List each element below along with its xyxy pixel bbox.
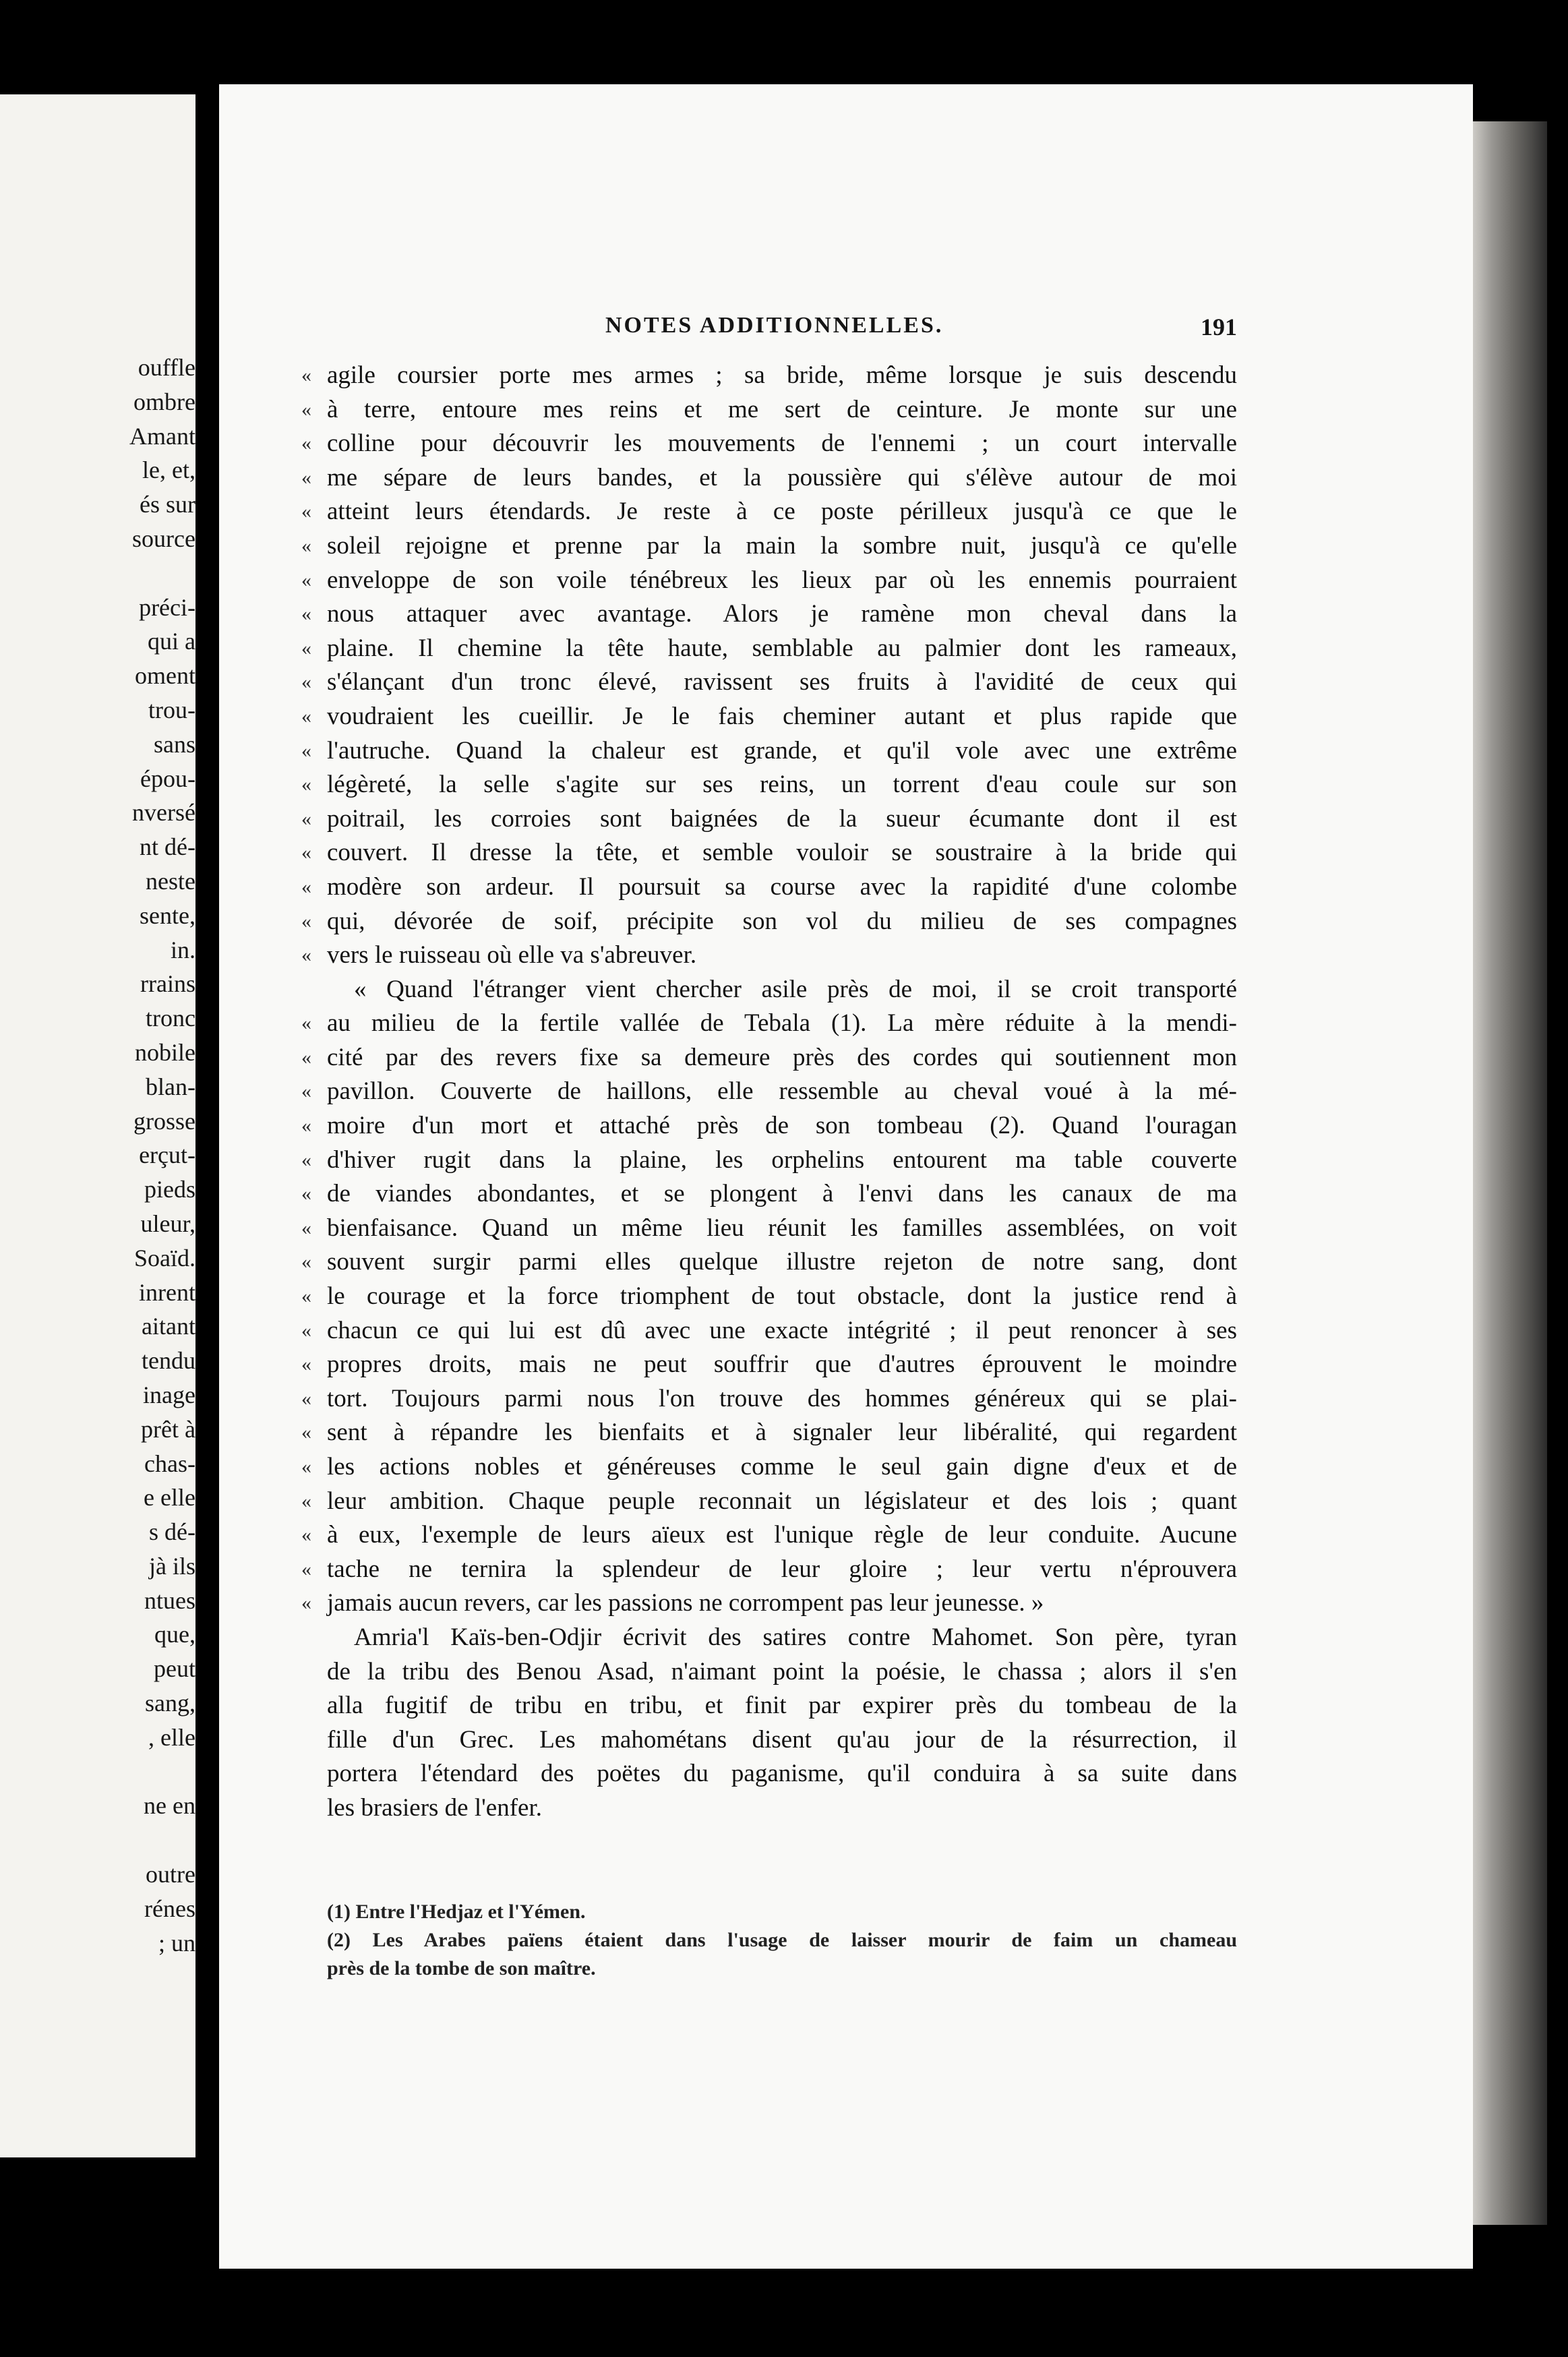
quote-mark: « [301, 1251, 311, 1274]
quote-mark: « [301, 739, 311, 762]
poem-line-text: me sépare de leurs bandes, et la poussière qui s'élève autour de moi [327, 463, 1237, 491]
left-fragment-line: aitant [142, 1313, 195, 1340]
quote-mark: « [301, 909, 311, 932]
quote-mark: « [301, 432, 311, 455]
poem-line-text: d'hiver rugit dans la plaine, les orphelins entourent ma table couverte [327, 1145, 1237, 1174]
paragraph-line: alla fugitif de tribu en tribu, et finit par expirer près du tombeau de la [327, 1692, 1237, 1720]
poem-line-text: s'élançant d'un tronc élevé, ravissent ses fruits à l'avidité de ceux qui [327, 668, 1237, 696]
poem-line-text: couvert. Il dresse la tête, et semble vouloir se soustraire à la bride qui [327, 839, 1237, 867]
left-fragment-line: que, [154, 1621, 195, 1648]
quote-mark: « [301, 1148, 311, 1171]
poem-line-text: bienfaisance. Quand un même lieu réunit les familles assemblées, on voit [327, 1214, 1237, 1242]
quote-mark: « [301, 1012, 311, 1035]
poem-line [301, 1450, 1237, 1485]
poem-line [301, 1280, 1237, 1314]
left-fragment-line: nobile [135, 1038, 195, 1066]
quote-mark: « [301, 534, 311, 557]
poem-line-text: vers le ruisseau où elle va s'abreuver. [327, 941, 697, 969]
quote-mark: « [301, 841, 311, 864]
poem-stanza-2-opening [327, 973, 1237, 1007]
poem-line-text: légèreté, la selle s'agite sur ses reins, un torrent d'eau coule sur son [327, 771, 1237, 799]
quote-mark: « [301, 1183, 311, 1205]
quote-mark: « [301, 568, 311, 591]
poem-line-text: propres droits, mais ne peut souffrir que d'autres éprouvent le moindre [327, 1350, 1237, 1379]
commentary-paragraph [327, 1621, 1237, 1826]
poem-line [301, 734, 1237, 769]
poem-line [301, 768, 1237, 802]
left-fragment-line [3, 556, 195, 591]
poem-line [301, 938, 1237, 973]
poem-line [301, 1518, 1237, 1553]
quote-mark: « [301, 671, 311, 694]
poem-line [301, 393, 1237, 427]
left-fragment-line: e elle [144, 1484, 195, 1512]
poem-line-text: agile coursier porte mes armes ; sa bride, même lorsque je suis descendu [327, 361, 1237, 389]
left-fragment-line: pieds [144, 1176, 195, 1203]
left-fragment-line: sans [154, 730, 195, 758]
poem-line [301, 427, 1237, 461]
left-fragment-line: inrent [139, 1278, 195, 1306]
page-edge [1473, 121, 1547, 2225]
poem-line-text: nous attaquer avec avantage. Alors je ramène mon cheval dans la [327, 600, 1237, 628]
poem-line-text: leur ambition. Chaque peuple reconnait un législateur et des lois ; quant [327, 1487, 1237, 1515]
paragraph-line: Amria'l Kaïs-ben-Odjir écrivit des satires contre Mahomet. Son père, tyran [354, 1623, 1237, 1651]
poem-line [301, 1485, 1237, 1519]
poem-line [301, 665, 1237, 700]
left-fragment-line: le, et, [142, 456, 195, 484]
page-number: 191 [1201, 314, 1237, 340]
left-fragment-line: ne en [144, 1792, 195, 1820]
poem-line [301, 461, 1237, 496]
left-fragment-line: ouffle [138, 354, 195, 381]
paragraph-line: de la tribu des Benou Asad, n'aimant point la poésie, le chassa ; alors il s'en [327, 1657, 1237, 1685]
poem-line [301, 1245, 1237, 1280]
paragraph-line: fille d'un Grec. Les mahométans disent qu'au jour de la résurrection, il [327, 1725, 1237, 1754]
quote-mark: « [301, 944, 311, 967]
poem-line-text: soleil rejoigne et prenne par la main la sombre nuit, jusqu'à ce qu'elle [327, 531, 1237, 560]
left-fragment-line [3, 1823, 195, 1857]
left-fragment-line: ombre [133, 388, 195, 415]
poem-line [301, 564, 1237, 598]
running-title: NOTES ADDITIONNELLES. [605, 313, 944, 338]
left-fragment-line: nt dé- [140, 833, 195, 861]
quote-mark: « [301, 1592, 311, 1615]
quote-mark: « [301, 364, 311, 386]
left-page-fragment [0, 94, 195, 2157]
left-fragment-line: Amant [129, 422, 195, 450]
poem-line [301, 632, 1237, 666]
poem-line-text: voudraient les cueillir. Je le fais cheminer autant et plus rapide que [327, 702, 1237, 730]
body-text [301, 359, 1237, 1826]
quote-mark: « [301, 1216, 311, 1239]
poem-line [301, 1041, 1237, 1075]
quote-mark: « [301, 1387, 311, 1410]
quote-mark: « [301, 807, 311, 830]
left-fragment-line: grosse [133, 1107, 195, 1135]
quote-mark: « [301, 1524, 311, 1547]
left-fragment-line: inage [143, 1381, 195, 1408]
left-fragment-line: sang, [145, 1690, 195, 1717]
poem-line [301, 495, 1237, 529]
left-fragment-line: outre [146, 1861, 195, 1888]
poem-line [301, 597, 1237, 632]
left-fragment-line: ntues [144, 1586, 195, 1614]
footnotes [327, 1898, 1237, 1983]
poem-line-text: qui, dévorée de soif, précipite son vol du milieu de ses compagnes [327, 907, 1237, 935]
poem-line-text: plaine. Il chemine la tête haute, semblable au palmier dont les rameaux, [327, 634, 1237, 662]
left-fragment-line: tronc [146, 1005, 195, 1032]
footnote-1: (1) Entre l'Hedjaz et l'Yémen. [327, 1901, 586, 1923]
poem-line [301, 1553, 1237, 1587]
footnote-2-line-2: près de la tombe de son maître. [327, 1957, 596, 1979]
left-fragment-line: jà ils [149, 1552, 195, 1580]
poem-line-text: modère son ardeur. Il poursuit sa course avec la rapidité d'une colombe [327, 872, 1237, 901]
poem-line [301, 1348, 1237, 1382]
left-fragment-line: épou- [140, 765, 195, 792]
poem-line-text: à terre, entoure mes reins et me sert de ceinture. Je monte sur une [327, 395, 1237, 423]
left-fragment-line: Soaïd. [133, 1244, 195, 1272]
poem-line [301, 529, 1237, 564]
quote-mark: « [301, 1285, 311, 1308]
poem-line: « Quand l'étranger vient chercher asile près de moi, il se croit transporté [354, 975, 1237, 1003]
poem-stanza-1 [301, 359, 1237, 973]
quote-mark: « [301, 603, 311, 626]
poem-line [301, 1075, 1237, 1109]
left-fragment-line: préci- [139, 593, 195, 621]
left-page-text [3, 351, 195, 1960]
left-fragment-line: és sur [140, 491, 195, 518]
left-fragment-line: nversé [132, 799, 195, 827]
paragraph-line: portera l'étendard des poëtes du paganisme, qu'il conduira à sa suite dans [327, 1760, 1237, 1788]
footnote-2-line-1: (2) Les Arabes païens étaient dans l'usage de laisser mourir de faim un chameau [327, 1929, 1237, 1951]
poem-line [301, 1143, 1237, 1178]
poem-line [301, 1212, 1237, 1246]
poem-line-text: chacun ce qui lui est dû avec une exacte intégrité ; il peut renoncer à ses [327, 1316, 1237, 1344]
poem-line [301, 870, 1237, 905]
poem-line [301, 1586, 1237, 1621]
left-fragment-line: , elle [148, 1723, 195, 1751]
quote-mark: « [301, 500, 311, 523]
poem-line-text: sent à répandre les bienfaits et à signaler leur libéralité, qui regardent [327, 1419, 1237, 1447]
left-fragment-line: uleur, [140, 1210, 195, 1237]
poem-line [301, 1177, 1237, 1212]
left-fragment-line: rénes [144, 1894, 195, 1922]
left-fragment-line: neste [146, 867, 195, 895]
left-fragment-line: source [132, 525, 195, 552]
poem-line [301, 359, 1237, 393]
left-fragment-line: erçut- [139, 1141, 195, 1169]
quote-mark: « [301, 1421, 311, 1444]
poem-line-text: enveloppe de son voile ténébreux les lieux par où les ennemis pourraient [327, 566, 1237, 594]
left-fragment-line: in. [170, 936, 195, 963]
left-fragment-line: qui a [148, 628, 195, 655]
quote-mark: « [301, 1557, 311, 1580]
quote-mark: « [301, 1114, 311, 1137]
left-fragment-line: prêt à [141, 1415, 195, 1443]
poem-line-text: cité par des revers fixe sa demeure près des cordes qui soutiennent mon [327, 1043, 1237, 1071]
poem-line-text: jamais aucun revers, car les passions ne corrompent pas leur jeunesse. » [327, 1589, 1044, 1617]
poem-line [301, 1416, 1237, 1450]
quote-mark: « [301, 1489, 311, 1512]
left-fragment-line: s dé- [149, 1518, 195, 1546]
poem-stanza-2 [301, 1007, 1237, 1621]
left-fragment-line: oment [135, 662, 195, 690]
poem-line-text: le courage et la force triomphent de tout obstacle, dont la justice rend à [327, 1282, 1237, 1311]
left-fragment-line: trou- [148, 696, 195, 723]
quote-mark: « [301, 636, 311, 659]
poem-line-text: de viandes abondantes, et se plongent à l'envi dans les canaux de ma [327, 1180, 1237, 1208]
quote-mark: « [301, 398, 311, 421]
poem-line [301, 700, 1237, 734]
quote-mark: « [301, 773, 311, 796]
poem-line-text: au milieu de la fertile vallée de Tebala (1). La mère réduite à la mendi- [327, 1009, 1237, 1038]
quote-mark: « [301, 466, 311, 489]
poem-line [301, 802, 1237, 837]
left-fragment-line [3, 1755, 195, 1789]
poem-line [301, 836, 1237, 870]
left-fragment-line: ; un [158, 1929, 195, 1957]
poem-line [301, 905, 1237, 939]
quote-mark: « [301, 875, 311, 898]
quote-mark: « [301, 1046, 311, 1069]
left-fragment-line: chas- [144, 1450, 195, 1477]
poem-line [301, 1314, 1237, 1348]
poem-line-text: colline pour découvrir les mouvements de l'ennemi ; un court intervalle [327, 429, 1237, 458]
poem-line [301, 1007, 1237, 1041]
poem-line-text: tache ne ternira la splendeur de leur gloire ; leur vertu n'éprouvera [327, 1555, 1237, 1583]
quote-mark: « [301, 1353, 311, 1376]
poem-line-text: tort. Toujours parmi nous l'on trouve des hommes généreux qui se plai- [327, 1384, 1237, 1412]
poem-line-text: les actions nobles et généreuses comme le seul gain digne d'eux et de [327, 1453, 1237, 1481]
quote-mark: « [301, 1319, 311, 1342]
poem-line-text: à eux, l'exemple de leurs aïeux est l'unique règle de leur conduite. Aucune [327, 1521, 1237, 1549]
left-fragment-line: blan- [146, 1073, 195, 1100]
quote-mark: « [301, 1080, 311, 1103]
poem-line [301, 1109, 1237, 1143]
quote-mark: « [301, 1456, 311, 1478]
poem-line-text: moire d'un mort et attaché près de son tombeau (2). Quand l'ouragan [327, 1112, 1237, 1140]
quote-mark: « [301, 705, 311, 727]
poem-line-text: pavillon. Couverte de haillons, elle ressemble au cheval voué à la mé- [327, 1077, 1237, 1106]
left-fragment-line: peut [154, 1655, 195, 1683]
poem-line [301, 1382, 1237, 1416]
poem-line-text: poitrail, les corroies sont baignées de la sueur écumante dont il est [327, 804, 1237, 833]
poem-line-text: l'autruche. Quand la chaleur est grande, et qu'il vole avec une extrême [327, 736, 1237, 765]
paragraph-line: les brasiers de l'enfer. [327, 1793, 542, 1822]
left-fragment-line: rrains [140, 970, 195, 998]
left-fragment-line: tendu [142, 1347, 195, 1375]
left-fragment-line: sente, [140, 901, 195, 929]
poem-line-text: atteint leurs étendards. Je reste à ce poste périlleux jusqu'à ce que le [327, 498, 1237, 526]
poem-line-text: souvent surgir parmi elles quelque illustre rejeton de notre sang, dont [327, 1248, 1237, 1276]
